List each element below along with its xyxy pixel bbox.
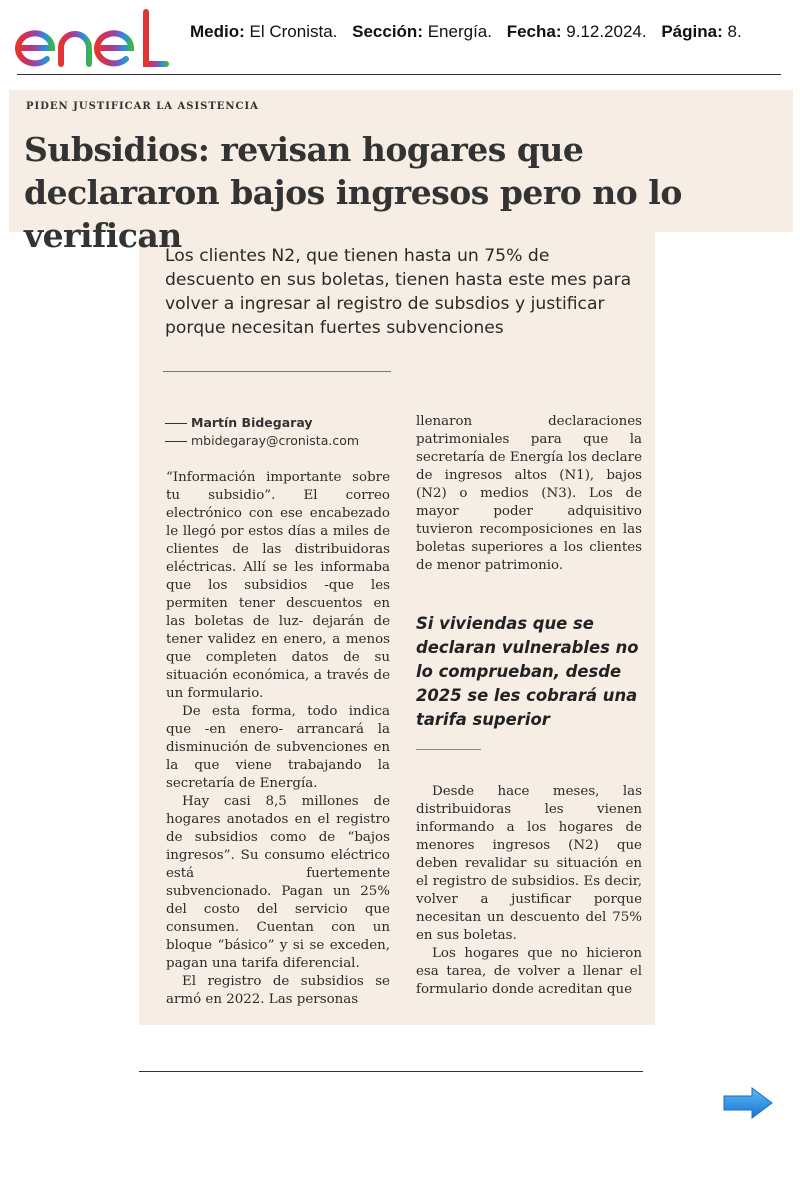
seccion-value: Energía. (427, 22, 492, 41)
article-column-1 (166, 469, 390, 1009)
author-name: Martín Bidegaray (191, 415, 313, 430)
fecha-value: 9.12.2024. (566, 22, 647, 41)
footer-divider (139, 1071, 643, 1072)
seccion-label: Sección: (352, 22, 423, 41)
paragraph: Hay casi 8,5 millones de hogares anotados en el registro de subsidios como de “bajos ingresos”. Su consumo eléctrico está fuertemente subvencionado. Pagan un 25% del costo del servicio que consumen. Cuentan con un bloque “básico” y si se exceden, pagan una tarifa diferencial. (166, 794, 390, 971)
header-divider (17, 74, 781, 75)
right-arrow-icon[interactable] (722, 1086, 774, 1120)
paragraph: De esta forma, todo indica que -en enero- arrancará la disminución de subvenciones en la que viene trabajando la secretaría de Energía. (166, 704, 390, 791)
enel-logo (14, 8, 174, 70)
article-headline: Subsidios: revisan hogares que declararon bajos ingresos pero no lo verifican (24, 130, 682, 255)
paragraph: llenaron declaraciones patrimoniales para que la secretaría de Energía los declare de ingresos altos (N1), bajos (N2) o medios (N3). Los de mayor poder adquisitivo tuvieron recomposiciones en las boletas superiores a los clientes de menor patrimonio. (416, 414, 642, 573)
pull-quote: Si viviendas que se declaran vulnerables no lo comprueban, desde 2025 se les cobrará una tarifa superior (416, 614, 639, 729)
article-subhead: Los clientes N2, que tienen hasta un 75% de descuento en sus boletas, tienen hasta este mes para volver a ingresar al registro de subsdios y justificar porque necesitan fuertes subvenciones (165, 246, 632, 338)
author-email: mbidegaray@cronista.com (191, 433, 360, 448)
medio-label: Medio: (190, 22, 245, 41)
subhead-divider (163, 371, 391, 372)
author-byline (165, 415, 313, 430)
pull-quote-divider (416, 749, 481, 750)
pagina-value: 8. (727, 22, 742, 41)
paragraph: “Información importante sobre tu subsidio”. El correo electrónico con ese encabezado le llegó por estos días a miles de clientes de las distribuidoras eléctricas. Allí se les informaba que los subsidios -que les permiten tener descuentos en las boletas de luz- dejarán de tener validez en enero, a menos que completen datos de su situación económica, a través de un formulario. (166, 470, 390, 701)
paragraph: El registro de subsidios se armó en 2022. Las personas (166, 974, 390, 1007)
paragraph: Los hogares que no hicieron esa tarea, de volver a llenar el formulario donde acreditan que (416, 946, 642, 997)
medio-value: El Cronista. (249, 22, 338, 41)
author-email-line (165, 433, 359, 448)
article-column-2-bottom (416, 783, 642, 999)
fecha-label: Fecha: (506, 22, 562, 41)
article-kicker: PIDEN JUSTIFICAR LA ASISTENCIA (26, 101, 259, 112)
paragraph: Desde hace meses, las distribuidoras les vienen informando a los hogares de menores ingresos (N2) que deben revalidar su situación en el registro de subsidios. Es decir, volver a justificar porque necesitan un descuento del 75% en sus boletas. (416, 784, 642, 943)
article-column-2-top (416, 413, 642, 575)
clipping-metadata (190, 22, 742, 42)
pagina-label: Página: (661, 22, 723, 41)
